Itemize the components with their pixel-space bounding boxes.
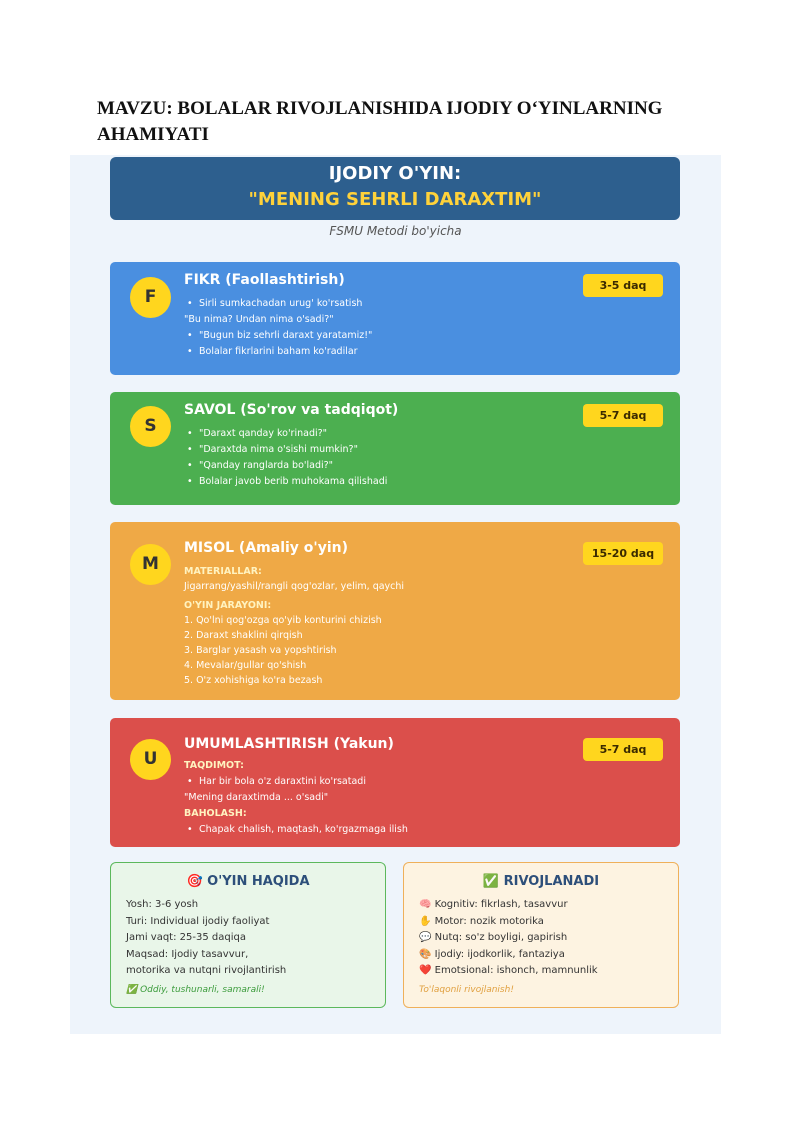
list-item: • Bolalar javob berib muhokama qilishadi <box>184 474 387 490</box>
list-item: 2. Daraxt shaklini qirqish <box>184 630 303 641</box>
list-item: • "Bugun biz sehrli daraxt yaratamiz!" <box>184 328 372 344</box>
time-badge: 5-7 daq <box>583 404 663 427</box>
list-item: 1. Qo'lni qog'ozga qo'yib konturini chizish <box>184 615 382 626</box>
list-item: • "Daraxt qanday ko'rinadi?" <box>184 426 387 442</box>
section-heading: TAQDIMOT: <box>184 760 244 771</box>
time-badge: 5-7 daq <box>583 738 663 761</box>
list-item: 🧠 Kognitiv: fikrlash, tasavvur <box>419 899 568 910</box>
about-game-box <box>110 862 386 1008</box>
list-item: "Bu nima? Undan nima o'sadi?" <box>184 314 334 325</box>
list-item: motorika va nutqni rivojlantirish <box>126 965 287 976</box>
time-badge: 3-5 daq <box>583 274 663 297</box>
list-item: Turi: Individual ijodiy faoliyat <box>126 915 270 927</box>
card-title: MISOL (Amaliy o'yin) <box>184 540 348 556</box>
card-savol <box>110 392 680 505</box>
card-title: FIKR (Faollashtirish) <box>184 272 345 288</box>
list-item: 🎨 Ijodiy: ijodkorlik, fantaziya <box>419 948 565 960</box>
section-heading: MATERIALLAR: <box>184 566 262 577</box>
about-list <box>126 897 286 980</box>
card-content <box>184 426 387 490</box>
develops-box <box>403 862 679 1008</box>
banner-title: IJODIY O'YIN: <box>328 163 462 184</box>
card-umumlashtirish <box>110 718 680 847</box>
time-badge: 15-20 daq <box>583 542 663 565</box>
develops-footer: To'laqonli rivojlanish! <box>419 985 514 995</box>
card-title: SAVOL (So'rov va tadqiqot) <box>184 402 399 418</box>
list-item: 5. O'z xohishiga ko'ra bezash <box>184 675 323 686</box>
list-item: • "Qanday ranglarda bo'ladi?" <box>184 458 387 474</box>
list-item: ❤️ Emotsional: ishonch, mamnunlik <box>419 965 598 976</box>
infographic-poster <box>70 155 721 1034</box>
banner-game-name: "MENING SEHRLI DARAXTIM" <box>248 189 542 210</box>
list-item: • Bolalar fikrlarini baham ko'radilar <box>184 344 372 360</box>
list-item: Maqsad: Ijodiy tasavvur, <box>126 948 249 960</box>
card-fikr <box>110 262 680 375</box>
develops-list <box>419 897 598 980</box>
about-footer: ✅ Oddiy, tushunarli, samarali! <box>126 985 265 995</box>
list-item: • Har bir bola o'z daraxtini ko'rsatadi <box>184 774 408 790</box>
list-item: "Mening daraxtimda ... o'sadi" <box>184 792 329 803</box>
list-item: Yosh: 3-6 yosh <box>126 899 199 910</box>
letter-circle-s: S <box>130 406 171 447</box>
poster-subtitle: FSMU Metodi bo'yicha <box>329 224 462 238</box>
card-content <box>184 296 372 360</box>
letter-circle-m: M <box>130 544 171 585</box>
poster-banner <box>110 157 680 220</box>
about-heading: 🎯 O'YIN HAQIDA <box>186 874 310 889</box>
card-title: UMUMLASHTIRISH (Yakun) <box>184 736 394 752</box>
list-item: • Sirli sumkachadan urug' ko'rsatish <box>184 296 372 312</box>
section-heading: BAHOLASH: <box>184 808 247 819</box>
section-heading: O'YIN JARAYONI: <box>184 600 272 611</box>
list-item: ✋ Motor: nozik motorika <box>419 915 544 927</box>
card-misol <box>110 522 680 700</box>
list-item: • Chapak chalish, maqtash, ko'rgazmaga ilish <box>184 822 408 838</box>
list-item: 💬 Nutq: so'z boyligi, gapirish <box>419 932 568 943</box>
letter-circle-u: U <box>130 739 171 780</box>
develops-heading: ✅ RIVOJLANADI <box>482 874 600 889</box>
list-item: • "Daraxtda nima o'sishi mumkin?" <box>184 442 387 458</box>
list-item: Jami vaqt: 25-35 daqiqa <box>126 932 246 943</box>
card-content <box>184 758 408 838</box>
list-item: 4. Mevalar/gullar qo'shish <box>184 660 307 671</box>
list-item: Jigarrang/yashil/rangli qog'ozlar, yelim, qaychi <box>184 581 405 592</box>
document-title: MAVZU: BOLALAR RIVOJLANISHIDA IJODIY O‘YINLARNING AHAMIYATI <box>97 98 663 145</box>
letter-circle-f: F <box>130 277 171 318</box>
list-item: 3. Barglar yasash va yopshtirish <box>184 645 337 656</box>
card-content <box>184 564 404 688</box>
